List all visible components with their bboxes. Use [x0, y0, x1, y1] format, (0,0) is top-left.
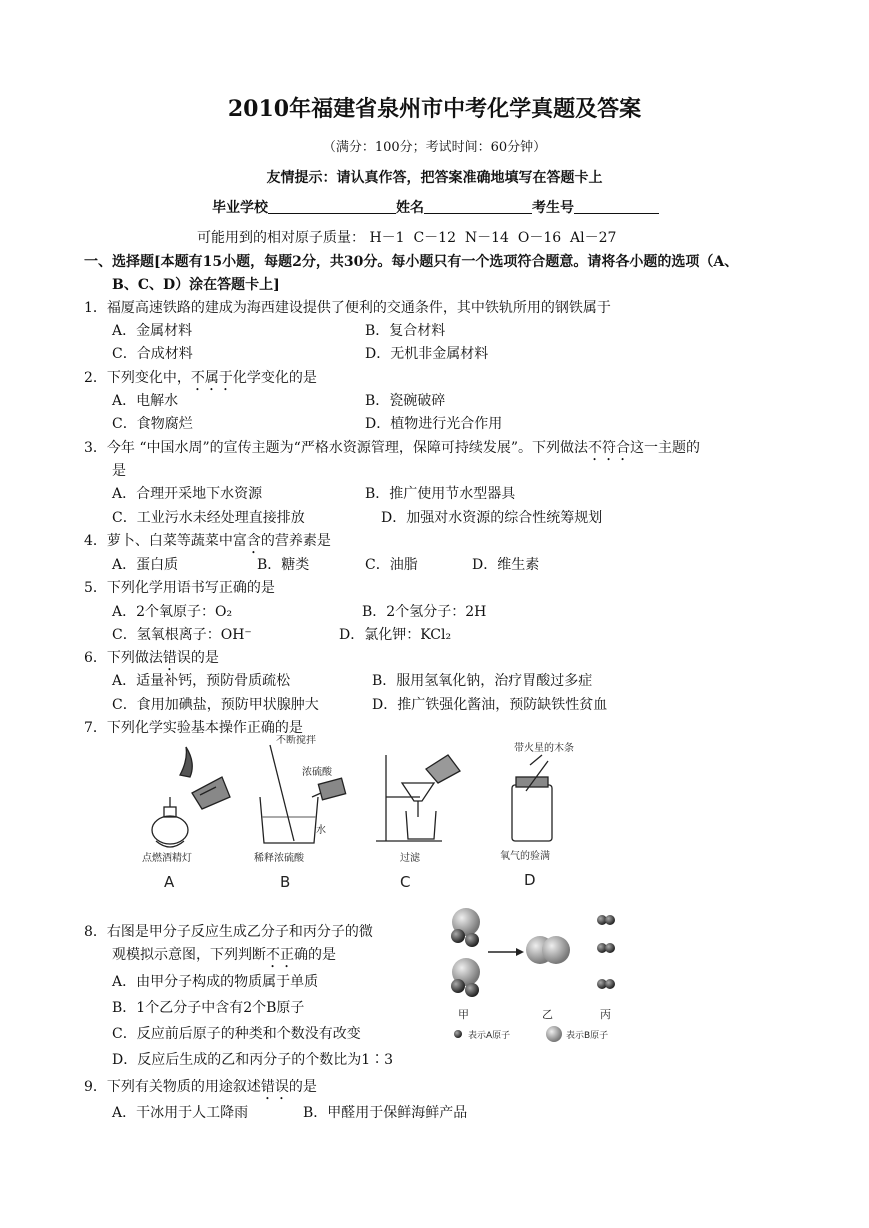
- fig-d-letter: D: [524, 871, 536, 889]
- exam-no-blank: [574, 199, 659, 214]
- question-8-stem-cont: 观模拟示意图，下列判断不正确的是: [112, 947, 336, 963]
- beaker-figure: [260, 745, 346, 843]
- q1-option-a: A．金属材料: [112, 323, 193, 339]
- acid-label: 浓硫酸: [302, 767, 332, 778]
- legend-a-label: 表示A原子: [468, 1031, 511, 1041]
- emphasis-text: 不正: [266, 947, 294, 963]
- product-bing-molecules: [597, 915, 615, 989]
- q4-option-d: D．维生素: [472, 557, 540, 573]
- emphasis-text: 错误: [260, 1079, 289, 1095]
- q2-option-c: C．食物腐烂: [112, 416, 193, 432]
- name-label: 姓名: [396, 200, 424, 216]
- school-label: 毕业学校: [212, 200, 268, 216]
- q4-option-c: C．油脂: [365, 557, 418, 573]
- fig-d-caption: 氧气的验满: [500, 851, 550, 862]
- fig-c-caption: 过滤: [400, 853, 420, 864]
- q9-option-a: A．干冰用于人工降雨: [112, 1105, 249, 1121]
- splint-label: 带火星的木条: [514, 743, 574, 754]
- exam-no-label: 考生号: [532, 200, 574, 216]
- emphasis-text: 含: [246, 533, 261, 549]
- emphasis-text: 不属于: [190, 370, 233, 386]
- q5-option-a: A．2个氧原子：O₂: [112, 604, 233, 620]
- reactant-molecule: [451, 908, 480, 947]
- fig-b-caption: 稀释浓硫酸: [254, 853, 304, 864]
- q8-option-a: A．由甲分子构成的物质属于单质: [112, 974, 319, 990]
- q8-option-b: B．1个乙分子中含有2个B原子: [112, 1000, 305, 1016]
- q1-option-d: D．无机非金属材料: [365, 346, 489, 362]
- gas-bottle-figure: [512, 755, 552, 841]
- q3-option-b: B．推广使用节水型器具: [365, 486, 516, 502]
- legend-b-icon: [546, 1026, 562, 1042]
- q7-figure-panel: [130, 735, 600, 895]
- q8-option-d: D．反应后生成的乙和丙分子的个数比为1∶3: [112, 1052, 394, 1068]
- exam-info: （满分：100分；考试时间：60分钟）: [322, 140, 547, 155]
- page-title: 2010年福建省泉州市中考化学真题及答案: [227, 96, 642, 122]
- q6-option-d: D．推广铁强化酱油，预防缺铁性贫血: [372, 697, 608, 713]
- question-7-stem: 7．下列化学实验基本操作正确的是: [84, 720, 303, 736]
- q5-option-b: B．2个氢分子：2H: [362, 604, 487, 620]
- question-6-stem: 6．下列做法错误的是: [84, 650, 219, 666]
- q4-option-a: A．蛋白质: [112, 557, 179, 573]
- product-yi-molecule: [526, 936, 570, 964]
- question-1-stem: 1．福厦高速铁路的建成为海西建设提供了便利的交通条件，其中铁轨所用的钢铁属于: [84, 300, 611, 316]
- question-3-stem: 3．今年 “中国水周”的宣传主题为“严格水资源管理，保障可持续发展”。下列做法不符合这一主题的: [84, 440, 700, 456]
- q8-molecule-diagram: [436, 906, 626, 1046]
- q6-option-a: A．适量补钙，预防骨质疏松: [112, 673, 291, 689]
- label-bing: 丙: [600, 1008, 611, 1021]
- label-jia: 甲: [458, 1008, 469, 1021]
- emphasis-text: 不符合: [587, 440, 630, 456]
- q3-option-c: C．工业污水未经处理直接排放: [112, 510, 305, 526]
- question-5-stem: 5．下列化学用语书写正确的是: [84, 580, 275, 596]
- name-blank: [424, 199, 532, 214]
- section-heading: 一、选择题[本题有15小题，每题2分，共30分。每小题只有一个选项符合题意。请将各小题的选项（A、: [84, 254, 739, 270]
- legend-a-icon: [454, 1030, 462, 1038]
- q3-option-d: D．加强对水资源的综合性统筹规划: [381, 510, 603, 526]
- question-4-stem: 4．萝卜、白菜等蔬菜中富含的营养素是: [84, 533, 331, 549]
- school-blank: [268, 199, 396, 214]
- alcohol-lamp-figure: [152, 747, 230, 847]
- question-3-stem-cont: 是: [112, 463, 126, 479]
- student-info-fields: [212, 197, 659, 217]
- q2-option-b: B．瓷碗破碎: [365, 393, 446, 409]
- q3-option-a: A．合理开采地下水资源: [112, 486, 263, 502]
- q4-option-b: B．糖类: [257, 557, 310, 573]
- fig-b-letter: B: [280, 873, 291, 891]
- legend-b-label: 表示B原子: [566, 1031, 609, 1041]
- q6-option-c: C．食用加碘盐，预防甲状腺肿大: [112, 697, 319, 713]
- q2-option-d: D．植物进行光合作用: [365, 416, 503, 432]
- label-yi: 乙: [542, 1008, 553, 1021]
- arrow-head-icon: [516, 948, 524, 956]
- atomic-mass-line: 可能用到的相对原子质量： H－1 C－12 N－14 O－16 Al－27: [197, 230, 617, 246]
- friendly-tip: 友情提示：请认真作答，把答案准确地填写在答题卡上: [266, 170, 603, 186]
- section-heading-cont: B、C、D）涂在答题卡上]: [112, 277, 280, 293]
- reactant-molecule: [451, 958, 480, 997]
- q1-option-b: B．复合材料: [365, 323, 446, 339]
- fig-c-letter: C: [400, 873, 411, 891]
- q5-option-c: C．氢氧根离子：OH⁻: [112, 627, 252, 643]
- q1-option-c: C．合成材料: [112, 346, 193, 362]
- emphasis-text: 错: [162, 650, 177, 666]
- q5-option-d: D．氯化钾：KCl₂: [339, 627, 452, 643]
- stir-label: 不断搅拌: [276, 735, 316, 746]
- water-label: 水: [316, 825, 326, 836]
- filtration-figure: [376, 755, 460, 841]
- question-9-stem: 9．下列有关物质的用途叙述错误的是: [84, 1079, 317, 1095]
- q6-option-b: B．服用氢氧化钠，治疗胃酸过多症: [372, 673, 593, 689]
- q2-option-a: A．电解水: [112, 393, 179, 409]
- question-8-stem: 8．右图是甲分子反应生成乙分子和丙分子的微: [84, 924, 373, 940]
- fig-a-letter: A: [164, 873, 175, 891]
- fig-a-caption: 点燃酒精灯: [142, 853, 192, 864]
- q8-option-c: C．反应前后原子的种类和个数没有改变: [112, 1026, 361, 1042]
- question-2-stem: 2．下列变化中，不属于化学变化的是: [84, 370, 317, 386]
- q9-option-b: B．甲醛用于保鲜海鲜产品: [303, 1105, 468, 1121]
